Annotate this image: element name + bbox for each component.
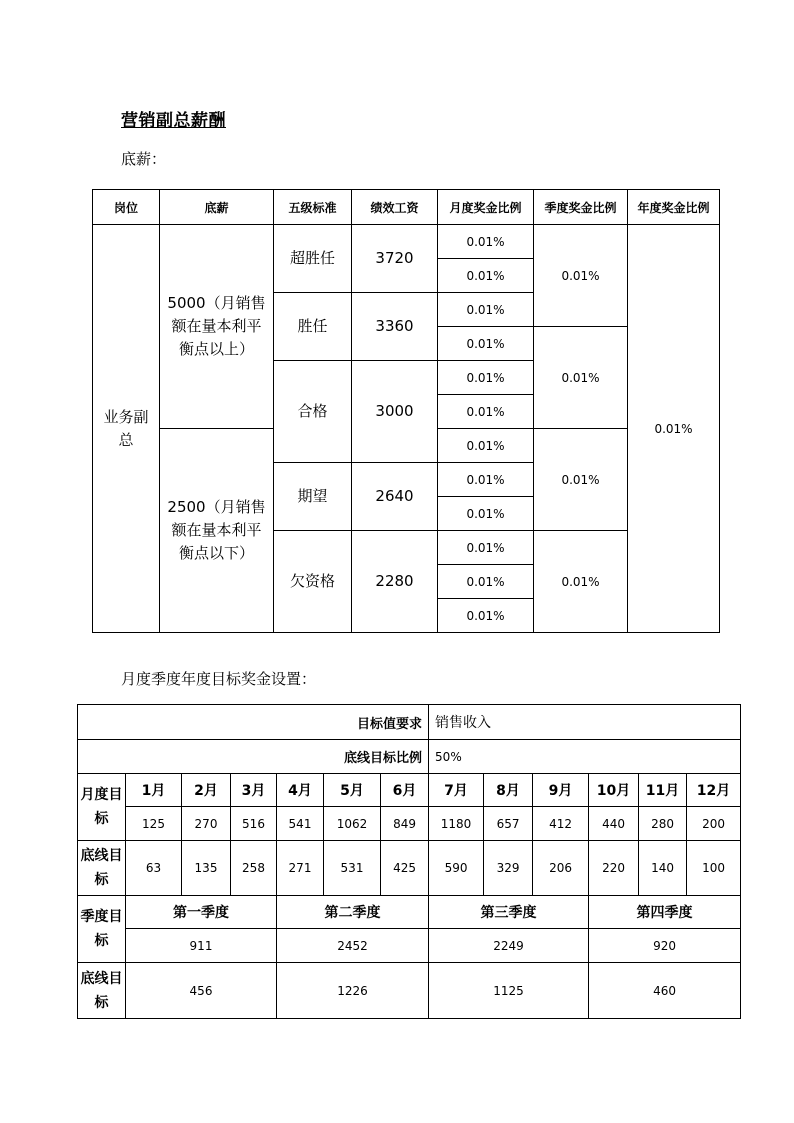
monthly-ratio-cell: 0.01% bbox=[438, 429, 534, 463]
quarter-header: 第一季度 bbox=[126, 896, 277, 929]
month-header: 8月 bbox=[484, 774, 533, 807]
level-cell: 期望 bbox=[274, 463, 352, 531]
monthly-baseline-value: 63 bbox=[126, 841, 182, 896]
base-high-cell: 5000（月销售额在量本利平衡点以上） bbox=[160, 225, 274, 429]
quarterly-target-value: 2249 bbox=[429, 929, 589, 963]
monthly-baseline-value: 258 bbox=[231, 841, 277, 896]
monthly-ratio-cell: 0.01% bbox=[438, 463, 534, 497]
baseline-ratio-value: 50% bbox=[429, 740, 741, 774]
quarterly-target-label: 季度目标 bbox=[78, 896, 126, 963]
monthly-ratio-cell: 0.01% bbox=[438, 395, 534, 429]
monthly-target-value: 412 bbox=[533, 807, 589, 841]
monthly-ratio-cell: 0.01% bbox=[438, 361, 534, 395]
month-header: 5月 bbox=[324, 774, 381, 807]
monthly-target-value: 200 bbox=[687, 807, 741, 841]
base-salary-label: 底薪： bbox=[121, 150, 167, 168]
quarterly-baseline-value: 1125 bbox=[429, 963, 589, 1019]
header-position: 岗位 bbox=[93, 190, 160, 225]
quarterly-target-value: 2452 bbox=[277, 929, 429, 963]
salary-header-row bbox=[93, 190, 720, 225]
header-annual-ratio: 年度奖金比例 bbox=[628, 190, 720, 225]
monthly-target-label: 月度目标 bbox=[78, 774, 126, 841]
quarterly-ratio-cell: 0.01% bbox=[534, 531, 628, 633]
monthly-target-value: 440 bbox=[589, 807, 639, 841]
monthly-target-value: 516 bbox=[231, 807, 277, 841]
quarterly-ratio-cell: 0.01% bbox=[534, 225, 628, 327]
month-header: 1月 bbox=[126, 774, 182, 807]
month-header: 7月 bbox=[429, 774, 484, 807]
base-low-cell: 2500（月销售额在量本利平衡点以下） bbox=[160, 429, 274, 633]
monthly-ratio-cell: 0.01% bbox=[438, 259, 534, 293]
monthly-baseline-value: 271 bbox=[277, 841, 324, 896]
monthly-baseline-label: 底线目标 bbox=[78, 841, 126, 896]
quarterly-target-value: 911 bbox=[126, 929, 277, 963]
quarter-header: 第三季度 bbox=[429, 896, 589, 929]
header-quarterly-ratio: 季度奖金比例 bbox=[534, 190, 628, 225]
month-header: 6月 bbox=[381, 774, 429, 807]
monthly-ratio-cell: 0.01% bbox=[438, 599, 534, 633]
quarter-header: 第二季度 bbox=[277, 896, 429, 929]
monthly-baseline-value: 425 bbox=[381, 841, 429, 896]
monthly-target-value: 1062 bbox=[324, 807, 381, 841]
level-cell: 胜任 bbox=[274, 293, 352, 361]
monthly-target-value: 270 bbox=[182, 807, 231, 841]
monthly-ratio-cell: 0.01% bbox=[438, 327, 534, 361]
header-performance: 绩效工资 bbox=[352, 190, 438, 225]
monthly-ratio-cell: 0.01% bbox=[438, 293, 534, 327]
monthly-baseline-value: 329 bbox=[484, 841, 533, 896]
monthly-baseline-value: 206 bbox=[533, 841, 589, 896]
quarterly-baseline-label: 底线目标 bbox=[78, 963, 126, 1019]
monthly-baseline-value: 590 bbox=[429, 841, 484, 896]
month-header: 4月 bbox=[277, 774, 324, 807]
quarterly-baseline-value: 1226 bbox=[277, 963, 429, 1019]
page-title: 营销副总薪酬 bbox=[121, 111, 226, 131]
pay-cell: 3720 bbox=[352, 225, 438, 293]
month-header: 11月 bbox=[639, 774, 687, 807]
annual-ratio-cell: 0.01% bbox=[628, 225, 720, 633]
monthly-target-value: 125 bbox=[126, 807, 182, 841]
target-table bbox=[77, 704, 741, 1019]
monthly-ratio-cell: 0.01% bbox=[438, 565, 534, 599]
header-level: 五级标准 bbox=[274, 190, 352, 225]
pay-cell: 2280 bbox=[352, 531, 438, 633]
monthly-ratio-cell: 0.01% bbox=[438, 531, 534, 565]
pay-cell: 3360 bbox=[352, 293, 438, 361]
level-cell: 超胜任 bbox=[274, 225, 352, 293]
quarter-header: 第四季度 bbox=[589, 896, 741, 929]
monthly-target-value: 280 bbox=[639, 807, 687, 841]
header-monthly-ratio: 月度奖金比例 bbox=[438, 190, 534, 225]
month-header: 10月 bbox=[589, 774, 639, 807]
monthly-baseline-value: 135 bbox=[182, 841, 231, 896]
month-header: 3月 bbox=[231, 774, 277, 807]
monthly-baseline-value: 531 bbox=[324, 841, 381, 896]
salary-table bbox=[92, 189, 720, 633]
monthly-baseline-value: 140 bbox=[639, 841, 687, 896]
quarterly-baseline-value: 460 bbox=[589, 963, 741, 1019]
month-header: 9月 bbox=[533, 774, 589, 807]
quarterly-ratio-cell: 0.01% bbox=[534, 429, 628, 531]
monthly-ratio-cell: 0.01% bbox=[438, 225, 534, 259]
pay-cell: 2640 bbox=[352, 463, 438, 531]
monthly-target-value: 849 bbox=[381, 807, 429, 841]
month-header: 2月 bbox=[182, 774, 231, 807]
position-cell: 业务副总 bbox=[93, 225, 160, 633]
level-cell: 欠资格 bbox=[274, 531, 352, 633]
target-requirement-label: 目标值要求 bbox=[78, 705, 429, 740]
baseline-ratio-label: 底线目标比例 bbox=[78, 740, 429, 774]
pay-cell: 3000 bbox=[352, 361, 438, 463]
monthly-baseline-value: 220 bbox=[589, 841, 639, 896]
header-base: 底薪 bbox=[160, 190, 274, 225]
month-header: 12月 bbox=[687, 774, 741, 807]
level-cell: 合格 bbox=[274, 361, 352, 463]
monthly-baseline-value: 100 bbox=[687, 841, 741, 896]
monthly-ratio-cell: 0.01% bbox=[438, 497, 534, 531]
quarterly-baseline-value: 456 bbox=[126, 963, 277, 1019]
monthly-target-value: 541 bbox=[277, 807, 324, 841]
target-section-label: 月度季度年度目标奖金设置： bbox=[121, 670, 317, 688]
quarterly-target-value: 920 bbox=[589, 929, 741, 963]
quarterly-ratio-cell: 0.01% bbox=[534, 327, 628, 429]
monthly-target-value: 1180 bbox=[429, 807, 484, 841]
target-requirement-value: 销售收入 bbox=[429, 705, 741, 740]
monthly-target-value: 657 bbox=[484, 807, 533, 841]
